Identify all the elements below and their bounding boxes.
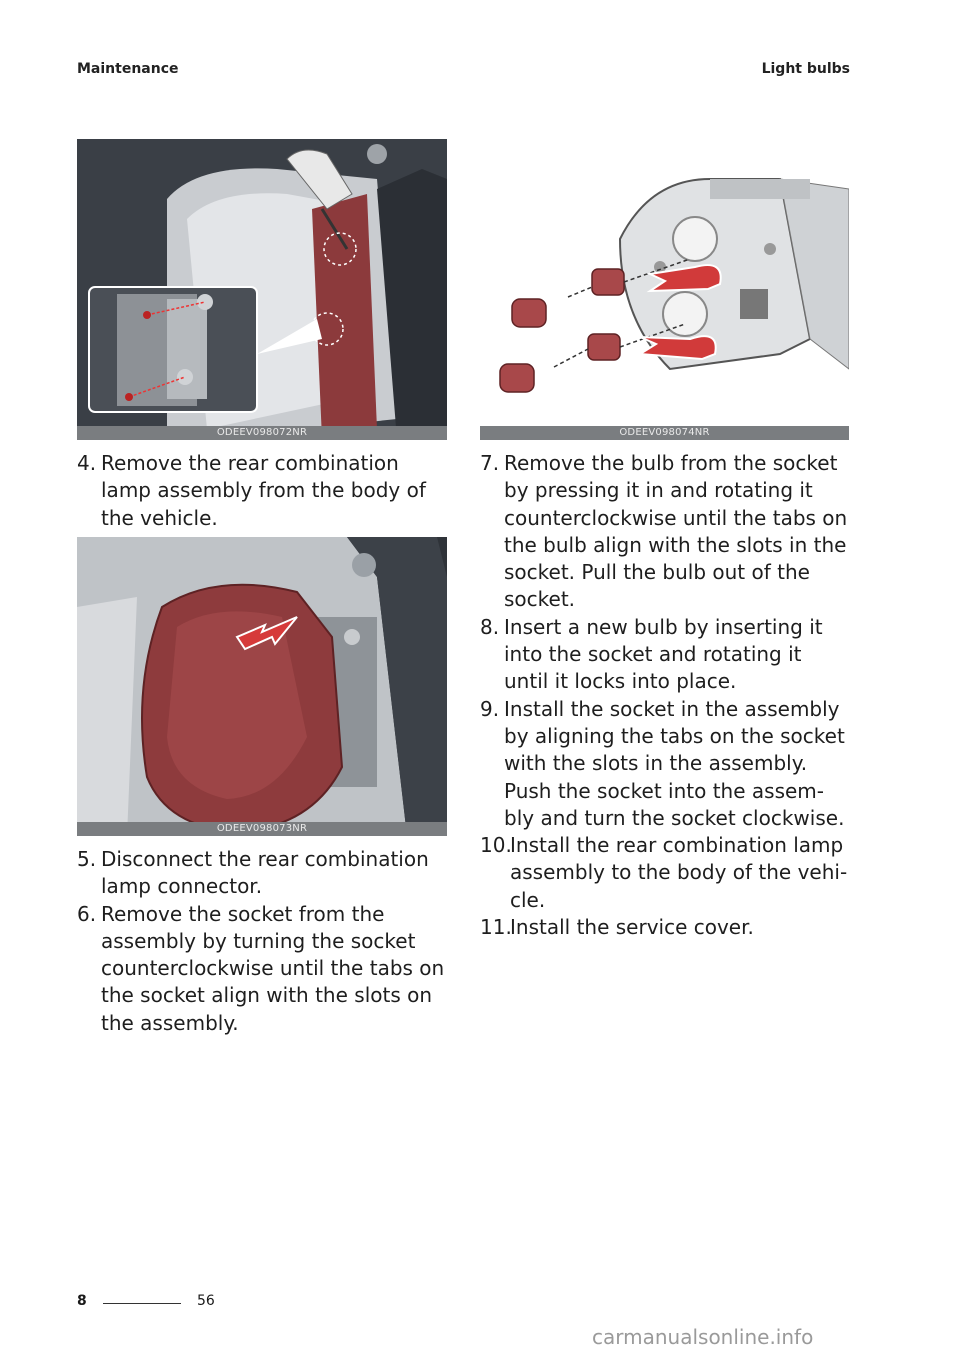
step-number: 9. xyxy=(480,696,500,721)
step-text: Remove the rear combination lamp assembly from the body of the vehicle. xyxy=(101,451,426,530)
step-text: Disconnect the rear combination lamp connector. xyxy=(101,847,429,899)
step-text: Install the service cover. xyxy=(510,915,754,940)
step-item xyxy=(480,614,852,696)
step-text: Insert a new bulb by inserting it into the socket and rotating it until it locks into place. xyxy=(504,614,823,694)
step-item xyxy=(77,901,447,1037)
footer-section-number: 8 xyxy=(77,1293,87,1309)
figure-code: ODEEV098074NR xyxy=(480,426,849,440)
steps-list-right xyxy=(480,450,852,941)
step-number: 6. xyxy=(77,901,97,926)
step-number: 10. xyxy=(480,833,512,858)
figure-bulb-socket xyxy=(480,139,849,440)
figure-code: ODEEV098073NR xyxy=(77,822,447,836)
step-text: Install the socket in the assembly by aligning the tabs on the socket with the slots in the assembly. Push the socket into the assem-bly and turn the socket clockwise. xyxy=(504,696,845,830)
step-item xyxy=(480,914,852,941)
step-item xyxy=(480,696,852,832)
footer-divider xyxy=(103,1303,181,1304)
footer-page-number: 56 xyxy=(197,1293,215,1309)
step-item xyxy=(480,450,852,614)
steps-list-left-top xyxy=(77,450,447,532)
step-item xyxy=(77,450,447,532)
watermark-text: carmanualsonline.info xyxy=(592,1325,814,1349)
header-topic-title: Light bulbs xyxy=(761,61,850,77)
figure-code: ODEEV098072NR xyxy=(77,426,447,440)
step-item xyxy=(77,846,447,901)
step-number: 4. xyxy=(77,451,97,475)
figure-lamp-removal-illustration xyxy=(77,537,447,836)
step-number: 11. xyxy=(480,915,512,940)
step-text: Remove the socket from the assembly by turning the socket counterclockwise until the tabs on the socket align with the slots on the assembly. xyxy=(101,901,445,1035)
step-text: Install the rear combination lamp assembly to the body of the vehi-cle. xyxy=(510,833,848,912)
step-item xyxy=(480,832,852,914)
step-number: 8. xyxy=(480,614,500,639)
steps-list-left-bottom xyxy=(77,846,447,1037)
figure-lamp-screws-illustration xyxy=(77,139,447,440)
step-number: 5. xyxy=(77,847,97,871)
step-text: Remove the bulb from the socket by pressing it in and rotating it counterclockwise until the tabs on the bulb align with the slots in the socket. Pull the bulb out of the socket. xyxy=(504,451,848,612)
figure-bulb-socket-illustration xyxy=(480,139,849,440)
step-number: 7. xyxy=(480,451,500,475)
figure-lamp-screws xyxy=(77,139,447,440)
figure-lamp-removal xyxy=(77,537,447,836)
header-section-title: Maintenance xyxy=(77,61,179,77)
